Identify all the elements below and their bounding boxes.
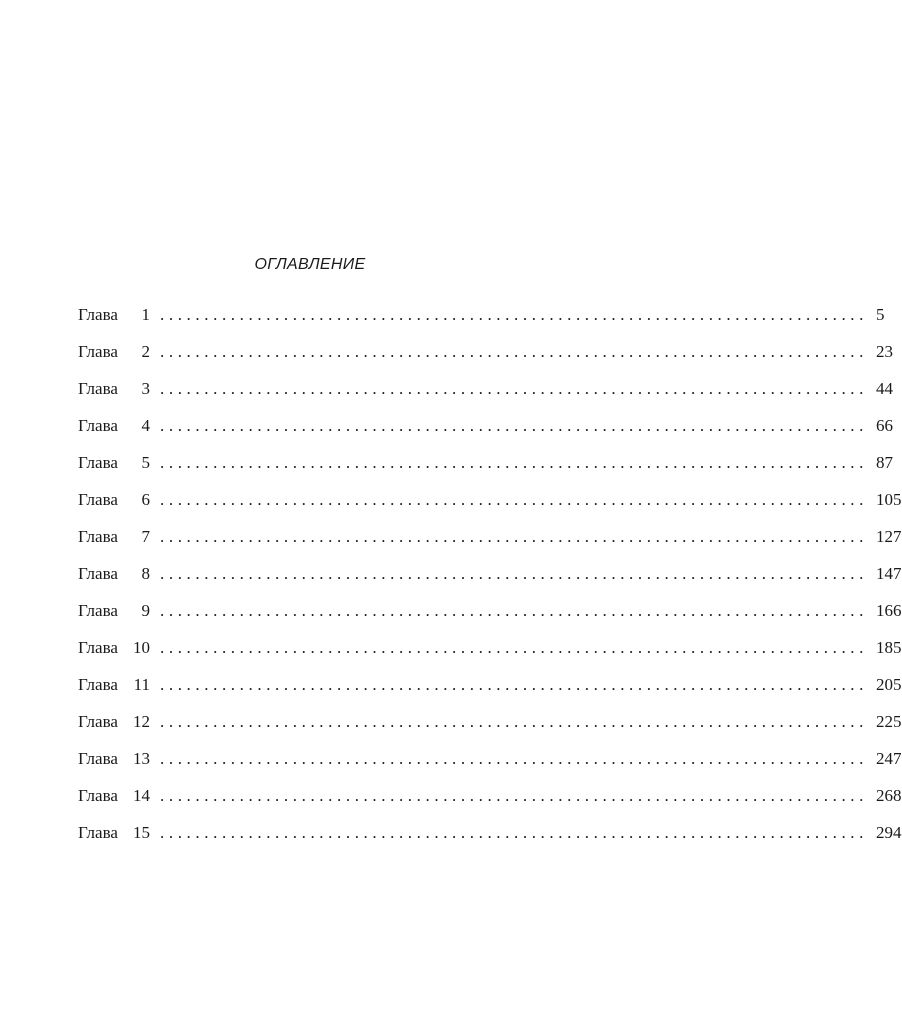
toc-entry[interactable] — [78, 636, 902, 673]
toc-entry[interactable] — [78, 821, 902, 858]
dot-leader: ................................................................................ — [160, 601, 868, 620]
dot-leader: ................................................................................ — [160, 712, 868, 731]
chapter-word: Глава — [78, 342, 118, 361]
dot-leader: ................................................................................ — [160, 342, 868, 361]
dot-leader: ................................................................................ — [160, 675, 868, 694]
chapter-number: 8 — [141, 564, 150, 583]
page-number: 147 — [876, 564, 902, 583]
chapter-number: 10 — [133, 638, 150, 657]
chapter-number: 13 — [133, 749, 150, 768]
chapter-word: Глава — [78, 305, 118, 324]
page-number: 127 — [876, 527, 902, 546]
chapter-word: Глава — [78, 823, 118, 842]
dot-leader: ................................................................................ — [160, 786, 868, 805]
chapter-number: 12 — [133, 712, 150, 731]
chapter-word: Глава — [78, 638, 118, 657]
chapter-number: 4 — [141, 416, 150, 435]
chapter-word: Глава — [78, 379, 118, 398]
toc-title: ОГЛАВЛЕНИЕ — [254, 256, 366, 273]
chapter-number: 11 — [133, 675, 150, 694]
toc-entry[interactable] — [78, 451, 893, 488]
chapter-word: Глава — [78, 527, 118, 546]
page-number: 247 — [876, 749, 902, 768]
chapter-number: 15 — [133, 823, 150, 842]
toc-entry[interactable] — [78, 599, 902, 636]
dot-leader: ................................................................................ — [160, 749, 868, 768]
page-number: 268 — [876, 786, 902, 805]
chapter-number: 7 — [141, 527, 150, 546]
toc-entry[interactable] — [78, 562, 902, 599]
page-number: 185 — [876, 638, 902, 657]
chapter-word: Глава — [78, 749, 118, 768]
dot-leader: ................................................................................ — [160, 823, 868, 842]
page-number: 105 — [876, 490, 902, 509]
chapter-number: 3 — [141, 379, 150, 398]
page-number: 294 — [876, 823, 902, 842]
chapter-word: Глава — [78, 786, 118, 805]
chapter-word: Глава — [78, 416, 118, 435]
chapter-number: 1 — [141, 305, 150, 324]
chapter-word: Глава — [78, 453, 118, 472]
chapter-number: 6 — [141, 490, 150, 509]
toc-entry[interactable] — [78, 710, 902, 747]
toc-entry[interactable] — [78, 525, 902, 562]
dot-leader: ................................................................................ — [160, 305, 868, 324]
toc-entry[interactable] — [78, 673, 902, 710]
toc-entry[interactable] — [78, 784, 902, 821]
chapter-number: 14 — [133, 786, 150, 805]
page-number: 5 — [876, 305, 885, 324]
toc-entry[interactable] — [78, 377, 893, 414]
chapter-word: Глава — [78, 712, 118, 731]
page-number: 205 — [876, 675, 902, 694]
chapter-number: 5 — [141, 453, 150, 472]
toc-entry[interactable] — [78, 303, 885, 340]
dot-leader: ................................................................................ — [160, 527, 868, 546]
toc-entry[interactable] — [78, 340, 893, 377]
chapter-word: Глава — [78, 490, 118, 509]
toc-entry[interactable] — [78, 747, 902, 784]
dot-leader: ................................................................................ — [160, 564, 868, 583]
chapter-number: 9 — [141, 601, 150, 620]
page-number: 44 — [876, 379, 893, 398]
dot-leader: ................................................................................ — [160, 379, 868, 398]
dot-leader: ................................................................................ — [160, 638, 868, 657]
dot-leader: ................................................................................ — [160, 416, 868, 435]
dot-leader: ................................................................................ — [160, 453, 868, 472]
toc-list — [78, 303, 902, 858]
toc-entry[interactable] — [78, 488, 902, 525]
page-number: 66 — [876, 416, 893, 435]
page-number: 225 — [876, 712, 902, 731]
dot-leader: ................................................................................ — [160, 490, 868, 509]
chapter-number: 2 — [141, 342, 150, 361]
page-number: 87 — [876, 453, 893, 472]
chapter-word: Глава — [78, 601, 118, 620]
toc-entry[interactable] — [78, 414, 893, 451]
chapter-word: Глава — [78, 675, 118, 694]
page-number: 23 — [876, 342, 893, 361]
chapter-word: Глава — [78, 564, 118, 583]
page-number: 166 — [876, 601, 902, 620]
